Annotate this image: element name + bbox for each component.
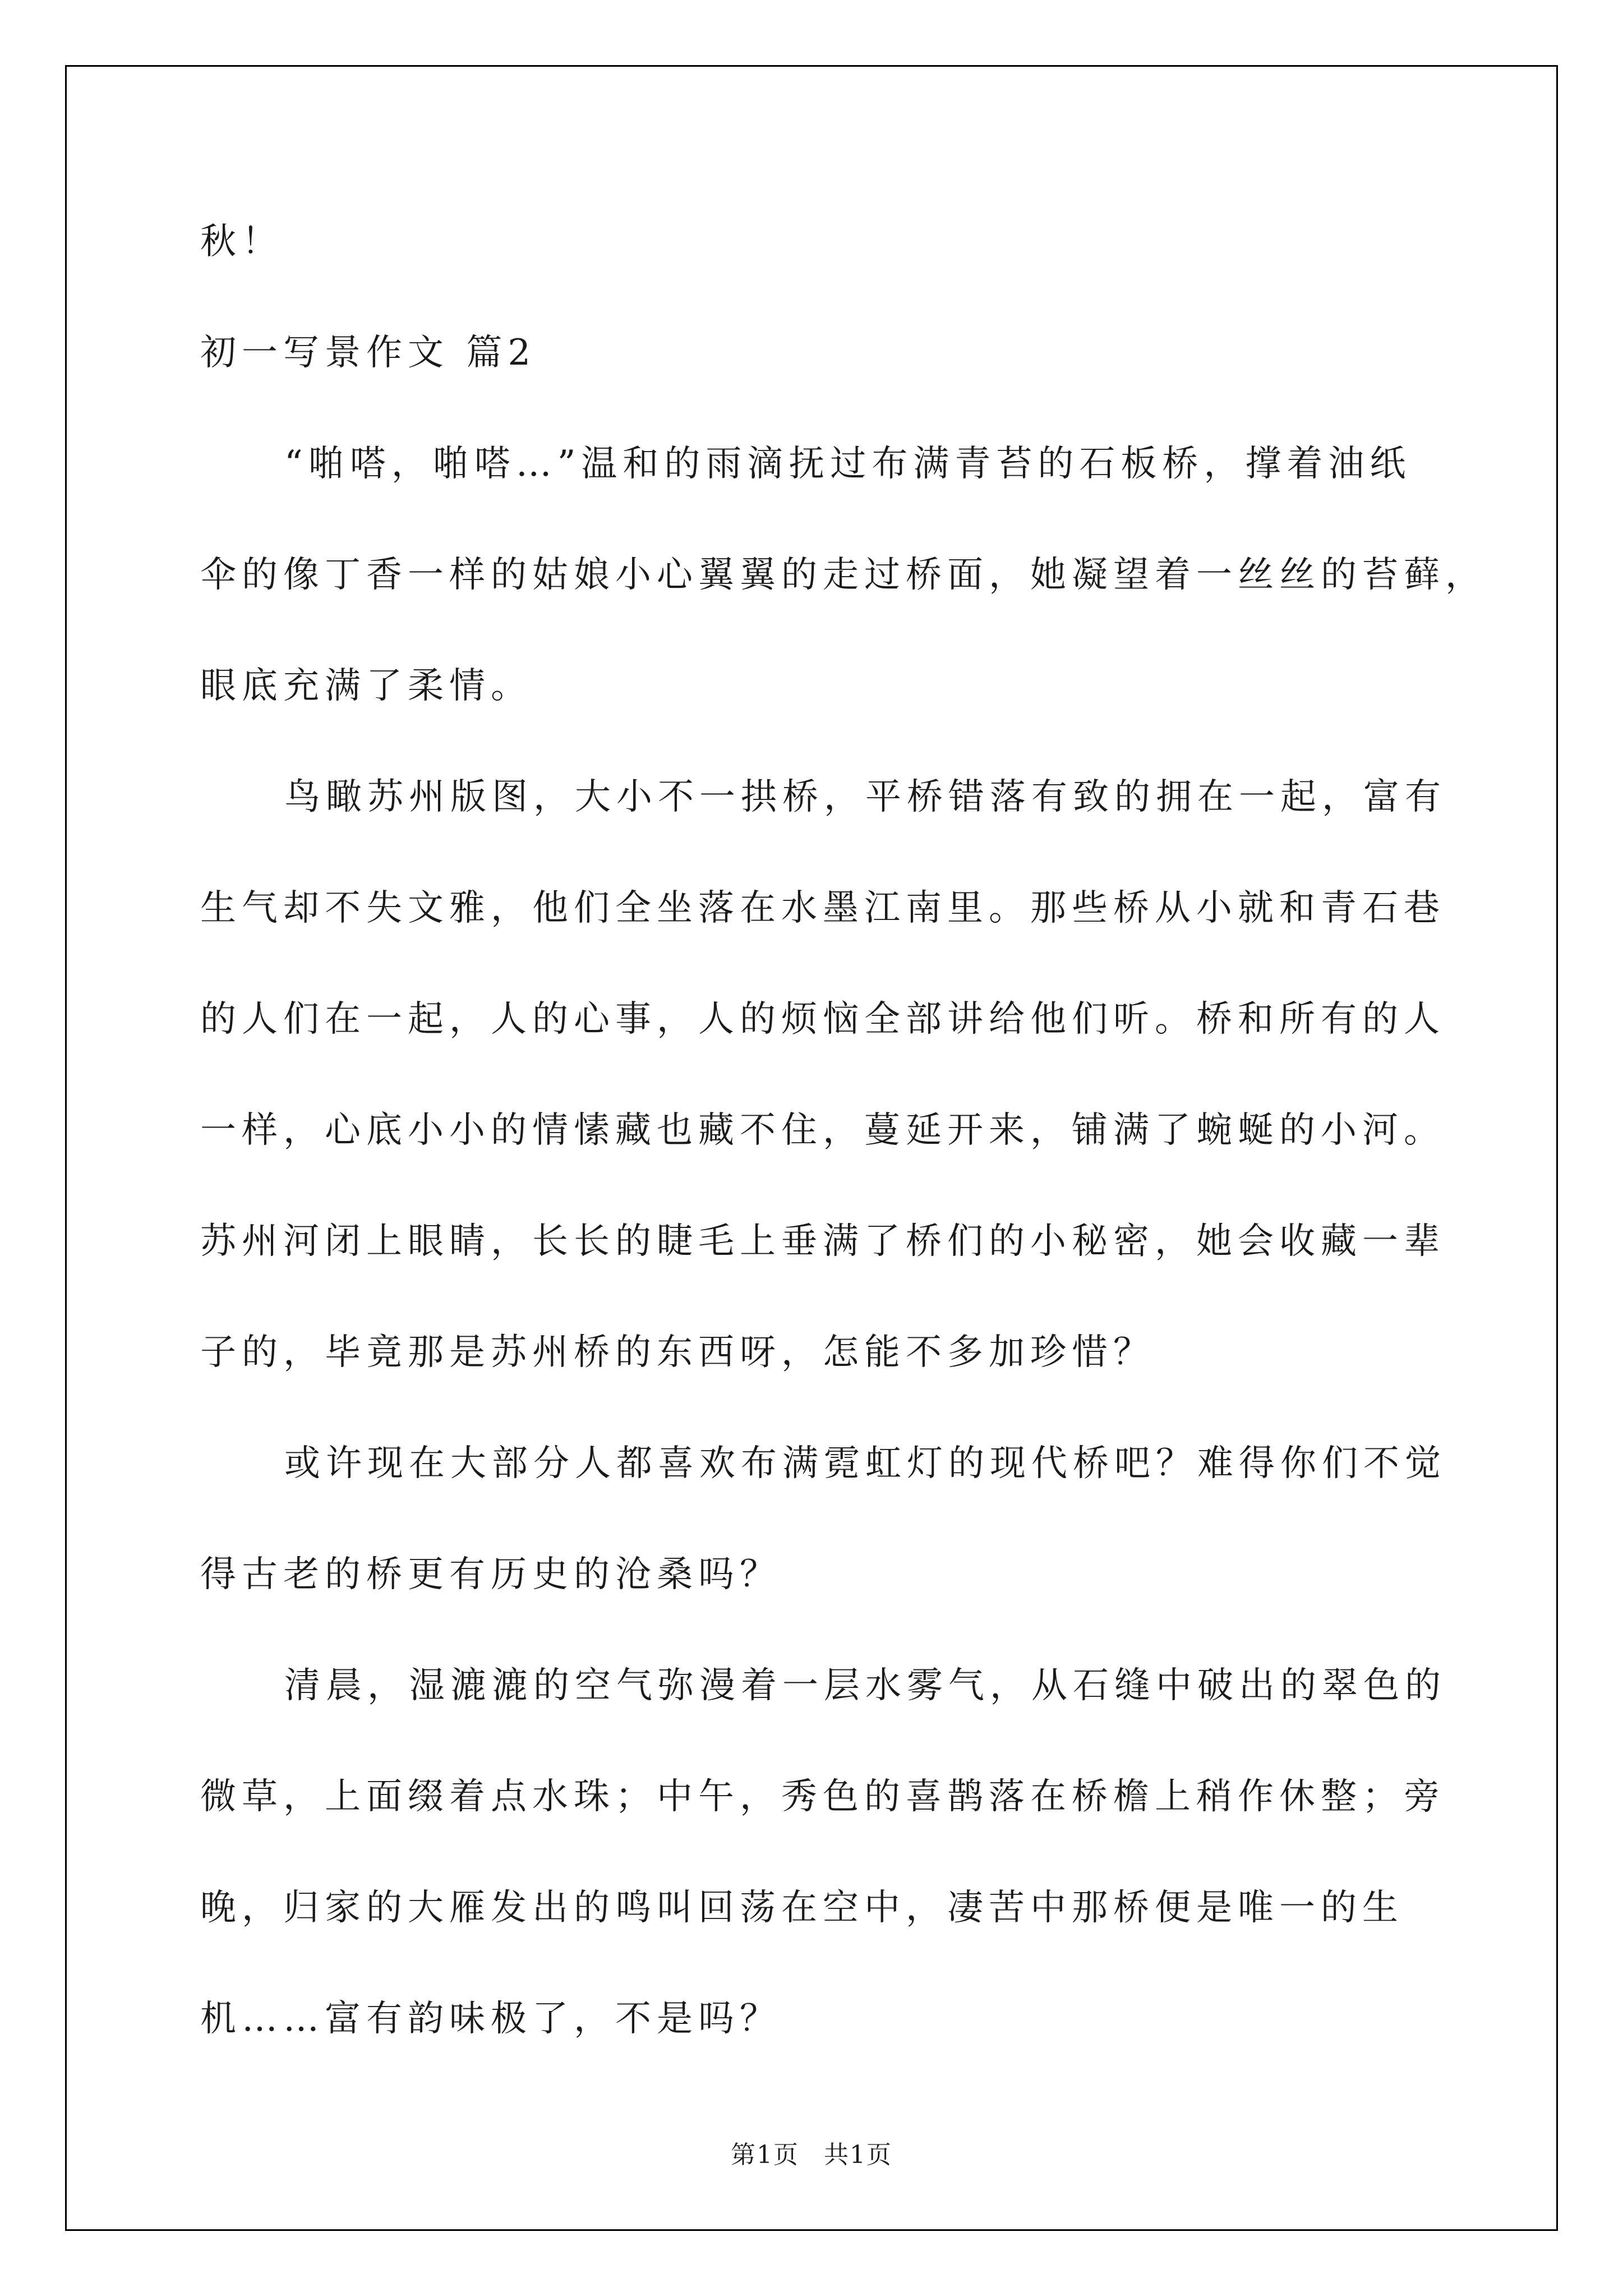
paragraph-line: 的人们在一起，人的心事，人的烦恼全部讲给他们听。桥和所有的人 <box>200 999 1445 1040</box>
paragraph-line: 眼底充满了柔情。 <box>200 665 532 707</box>
paragraph-line: 或许现在大部分人都喜欢布满霓虹灯的现代桥吧？难得你们不觉 <box>284 1443 1446 1484</box>
paragraph-line: 清晨，湿漉漉的空气弥漫着一层水雾气，从石缝中破出的翠色的 <box>284 1665 1446 1706</box>
article-heading: 初一写景作文 篇2 <box>200 332 537 374</box>
page-total: 共1页 <box>824 2141 892 2169</box>
paragraph-line: “啪嗒，啪嗒…”温和的雨滴抚过布满青苔的石板桥，撑着油纸 <box>284 443 1412 485</box>
paragraph-line: 生气却不失文雅，他们全坐落在水墨江南里。那些桥从小就和青石巷 <box>200 887 1445 929</box>
paragraph-line: 苏州河闭上眼睛，长长的睫毛上垂满了桥们的小秘密，她会收藏一辈 <box>200 1221 1445 1262</box>
document-body <box>200 213 1487 2047</box>
paragraph-2 <box>200 769 1451 1381</box>
paragraph-line: 得古老的桥更有历史的沧桑吗？ <box>200 1554 781 1595</box>
paragraph-line: 伞的像丁香一样的姑娘小心翼翼的走过桥面，她凝望着一丝丝的苔藓， <box>200 554 1487 596</box>
paragraph-line: 一样，心底小小的情愫藏也藏不住，蔓延开来，铺满了蜿蜒的小河。 <box>200 1110 1445 1151</box>
page-number: 第1页 <box>731 2141 799 2169</box>
paragraph-3 <box>200 1435 1451 1603</box>
paragraph-line: 机……富有韵味极了，不是吗？ <box>200 1998 781 2040</box>
paragraph-line: 鸟瞰苏州版图，大小不一拱桥，平桥错落有致的拥在一起，富有 <box>284 776 1446 818</box>
paragraph-line: 晚，归家的大雁发出的鸣叫回荡在空中，凄苦中那桥便是唯一的生 <box>200 1887 1404 1929</box>
paragraph-line: 子的，毕竟那是苏州桥的东西呀，怎能不多加珍惜？ <box>200 1332 1155 1373</box>
paragraph-4 <box>200 1657 1451 2047</box>
paragraph-line: 微草，上面缀着点水珠；中午，秀色的喜鹊落在桥檐上稍作休整；旁 <box>200 1776 1445 1818</box>
paragraph-1 <box>200 435 1487 715</box>
lead-line: 秋！ <box>200 221 283 263</box>
page-footer <box>0 2134 1623 2170</box>
